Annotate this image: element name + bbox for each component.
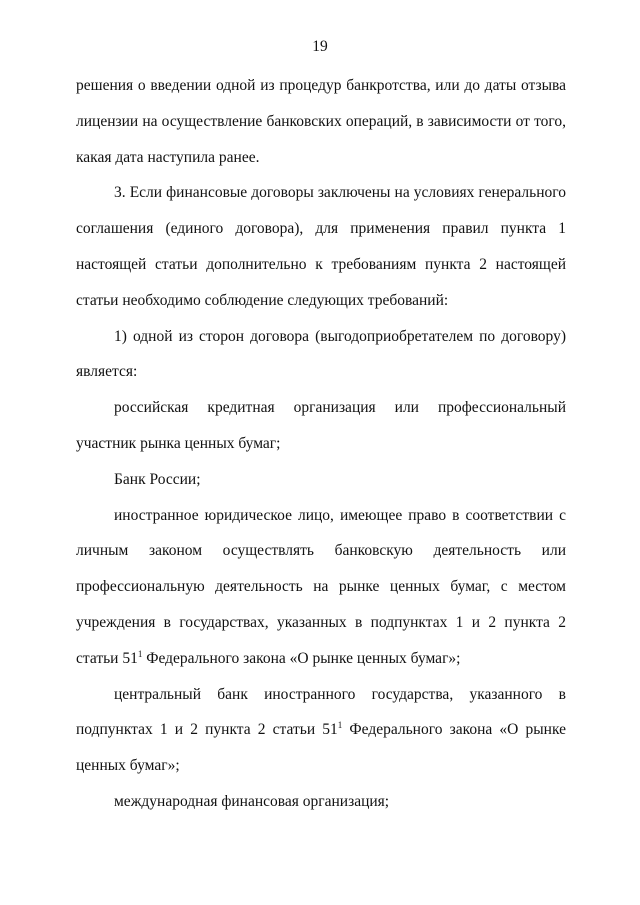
page-number: 19 — [312, 38, 328, 55]
document-body — [76, 68, 566, 820]
paragraph-russian-credit-org: российская кредитная организация или профессиональный участник рынка ценных бумаг; — [76, 399, 566, 452]
paragraph-text: иностранное юридическое лицо, имеющее право в соответствии с личным законом осуществлять банковскую деятельность или профессиональную деятельность на рынке ценных бумаг, с местом учреждения в государствах, указанных в подпунктах 1 и 2 пункта 2 статьи 51 — [76, 506, 566, 667]
paragraph-text: Федерального закона «О рынке ценных бумаг»; — [142, 649, 461, 667]
paragraph-foreign-legal-entity — [76, 498, 566, 677]
paragraph-foreign-central-bank — [76, 677, 566, 784]
superscript: 1 — [337, 720, 343, 731]
paragraph-text: центральный банк иностранного государства, указанного в подпунктах 1 и 2 пункта 2 статьи 51 — [76, 685, 566, 739]
paragraph-clause-3: 3. Если финансовые договоры заключены на условиях генерального соглашения (единого договора), для применения правил пункта 1 настоящей статьи дополнительно к требованиям пункта 2 настоящей статьи необходимо соблюдение следующих требований: — [76, 184, 566, 309]
paragraph-continuation: решения о введении одной из процедур банкротства, или до даты отзыва лицензии на осуществление банковских операций, в зависимости от того, какая дата наступила ранее. — [76, 77, 566, 166]
paragraph-bank-of-russia: Банк России; — [114, 470, 201, 488]
superscript: 1 — [137, 648, 143, 659]
paragraph-international-financial-org: международная финансовая организация; — [114, 792, 390, 810]
paragraph-subclause-1: 1) одной из сторон договора (выгодоприобретателем по договору) является: — [76, 327, 566, 381]
paragraph-text: Федерального закона «О рынке ценных бумаг»; — [76, 721, 566, 775]
